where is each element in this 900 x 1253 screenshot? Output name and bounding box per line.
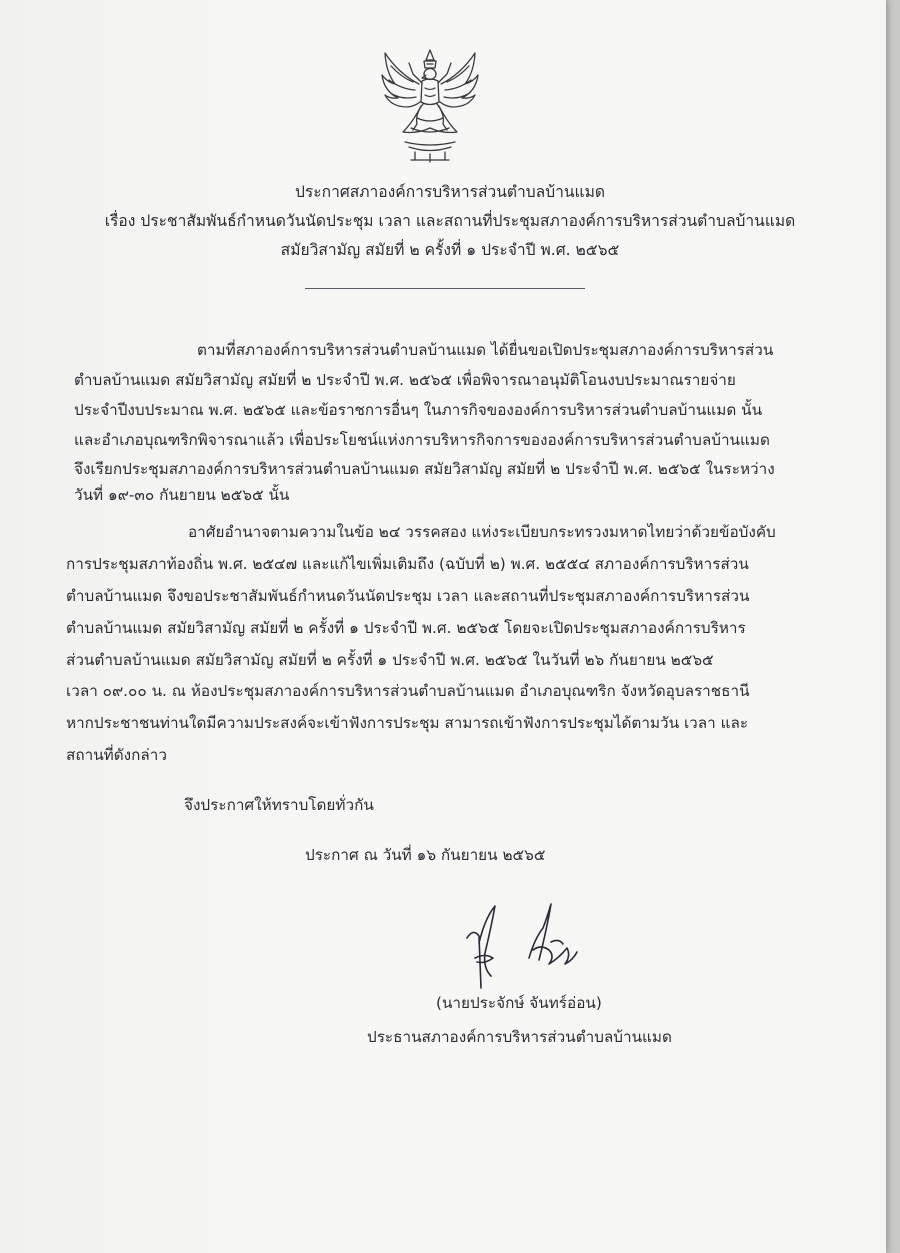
paragraph1-line: วันที่ ๑๙-๓๐ กันยายน ๒๕๖๕ นั้น [74, 486, 290, 504]
paragraph2-line: ตำบลบ้านแมด สมัยวิสามัญ สมัยที่ ๒ ครั้งที่ ๑ ประจำปี พ.ศ. ๒๕๖๕ โดยจะเปิดประชุมสภาองค์การบริหาร [66, 619, 746, 637]
signer-position: ประธานสภาองค์การบริหารส่วนตำบลบ้านแมด [367, 1028, 672, 1046]
paragraph2-line: สถานที่ดังกล่าว [66, 746, 167, 764]
paragraph2-line: ส่วนตำบลบ้านแมด สมัยวิสามัญ สมัยที่ ๒ ครั้งที่ ๑ ประจำปี พ.ศ. ๒๕๖๕ ในวันที่ ๒๖ กันยายน ๒๕๖๕ [66, 651, 714, 669]
announcement-subject: เรื่อง ประชาสัมพันธ์กำหนดวันนัดประชุม เวลา และสถานที่ประชุมสภาองค์การบริหารส่วนตำบลบ้านแมด [104, 212, 796, 230]
paragraph2-line: หากประชาชนท่านใดมีความประสงค์จะเข้าฟังการประชุม สามารถเข้าฟังการประชุมได้ตามวัน เวลา และ [66, 714, 749, 732]
signer-name: (นายประจักษ์ จันทร์อ่อน) [436, 994, 602, 1012]
closing-statement: จึงประกาศให้ทราบโดยทั่วกัน [184, 796, 374, 814]
announcement-title: ประกาศสภาองค์การบริหารส่วนตำบลบ้านแมด [294, 183, 605, 201]
paragraph2-line: ตำบลบ้านแมด จึงขอประชาสัมพันธ์กำหนดวันนัดประชุม เวลา และสถานที่ประชุมสภาองค์การบริหารส่วน [66, 587, 750, 605]
paragraph1-line: ประจำปีงบประมาณ พ.ศ. ๒๕๖๕ และข้อราชการอื่นๆ ในภารกิจขององค์การบริหารส่วนตำบลบ้านแมด นั้น [74, 401, 763, 419]
paragraph2-line: การประชุมสภาท้องถิ่น พ.ศ. ๒๕๔๗ และแก้ไขเพิ่มเติมถึง (ฉบับที่ ๒) พ.ศ. ๒๕๕๔ สภาองค์การบริหารส่วน [66, 555, 749, 573]
paragraph1-line: จึงเรียกประชุมสภาองค์การบริหารส่วนตำบลบ้านแมด สมัยวิสามัญ สมัยที่ ๒ ประจำปี พ.ศ. ๒๕๖๕ ในระหว่าง [74, 460, 775, 478]
paragraph1-line: และอำเภอบุณฑริกพิจารณาแล้ว เพื่อประโยชน์แห่งการบริหารกิจการขององค์การบริหารส่วนตำบลบ้านแมด [74, 431, 770, 449]
paragraph2-line: เวลา ๐๙.๐๐ น. ณ ห้องประชุมสภาองค์การบริหารส่วนตำบลบ้านแมด อำเภอบุณฑริก จังหวัดอุบลราชธานี [66, 682, 750, 700]
paragraph1-line: ตำบลบ้านแมด สมัยวิสามัญ สมัยที่ ๒ ประจำปี พ.ศ. ๒๕๖๕ เพื่อพิจารณาอนุมัติโอนงบประมาณรายจ่าย [74, 371, 736, 389]
handwritten-signature [455, 898, 595, 993]
garuda-emblem-icon [375, 44, 485, 164]
paragraph2-line: อาศัยอำนาจตามความในข้อ ๒๔ วรรคสอง แห่งระเบียบกระทรวงมหาดไทยว่าด้วยข้อบังคับ [188, 523, 776, 541]
header-divider [305, 288, 585, 289]
announcement-session: สมัยวิสามัญ สมัยที่ ๒ ครั้งที่ ๑ ประจำปี พ.ศ. ๒๕๖๕ [280, 241, 620, 259]
announcement-date: ประกาศ ณ วันที่ ๑๖ กันยายน ๒๕๖๕ [305, 846, 546, 864]
paragraph1-line: ตามที่สภาองค์การบริหารส่วนตำบลบ้านแมด ได้ยื่นขอเปิดประชุมสภาองค์การบริหารส่วน [197, 341, 774, 359]
